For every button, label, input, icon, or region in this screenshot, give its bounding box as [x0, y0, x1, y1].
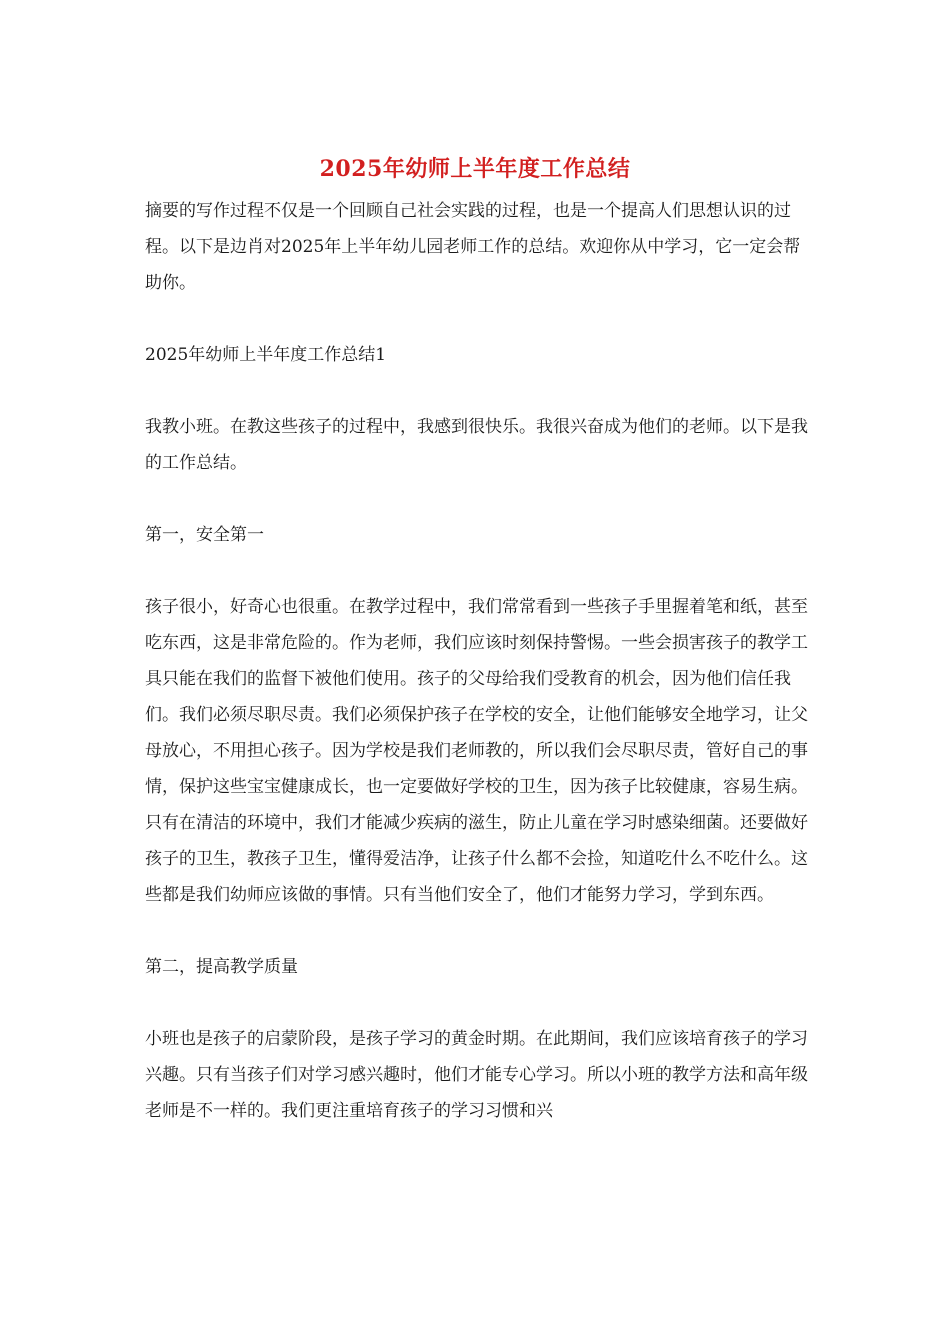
body-paragraph: 孩子很小，好奇心也很重。在教学过程中，我们常常看到一些孩子手里握着笔和纸，甚至吃东西，这是非常危险的。作为老师，我们应该时刻保持警惕。一些会损害孩子的教学工具只能在我们的监督下被他们使用。孩子的父母给我们受教育的机会，因为他们信任我们。我们必须尽职尽责。我们必须保护孩子在学校的安全，让他们能够安全地学习，让父母放心，不用担心孩子。因为学校是我们老师教的，所以我们会尽职尽责，管好自己的事情，保护这些宝宝健康成长，也一定要做好学校的卫生，因为孩子比较健康，容易生病。只有在清洁的环境中，我们才能减少疾病的滋生，防止儿童在学习时感染细菌。还要做好孩子的卫生，教孩子卫生，懂得爱洁净，让孩子什么都不会捡，知道吃什么不吃什么。这些都是我们幼师应该做的事情。只有当他们安全了，他们才能努力学习，学到东西。	[145, 597, 808, 905]
paragraph-spacer	[145, 985, 810, 1021]
document-title: 2025年幼师上半年度工作总结	[319, 156, 631, 182]
document-body	[145, 193, 810, 1129]
body-paragraph: 小班也是孩子的启蒙阶段，是孩子学习的黄金时期。在此期间，我们应该培育孩子的学习兴趣。只有当孩子们对学习感兴趣时，他们才能专心学习。所以小班的教学方法和高年级老师是不一样的。我们更注重培育孩子的学习习惯和兴	[145, 1029, 808, 1121]
paragraph-spacer	[145, 481, 810, 517]
paragraph-spacer	[145, 913, 810, 949]
intro-paragraph: 摘要的写作过程不仅是一个回顾自己社会实践的过程，也是一个提高人们思想认识的过程。以下是边肖对2025年上半年幼儿园老师工作的总结。欢迎你从中学习，它一定会帮助你。	[145, 201, 801, 293]
paragraph-spacer	[145, 373, 810, 409]
section-heading: 第一，安全第一	[145, 525, 264, 545]
paragraph-spacer	[145, 301, 810, 337]
body-paragraph: 我教小班。在教这些孩子的过程中，我感到很快乐。我很兴奋成为他们的老师。以下是我的工作总结。	[145, 417, 808, 473]
section-heading: 第二，提高教学质量	[145, 957, 298, 977]
section-title: 2025年幼师上半年度工作总结1	[145, 345, 387, 365]
paragraph-spacer	[145, 553, 810, 589]
